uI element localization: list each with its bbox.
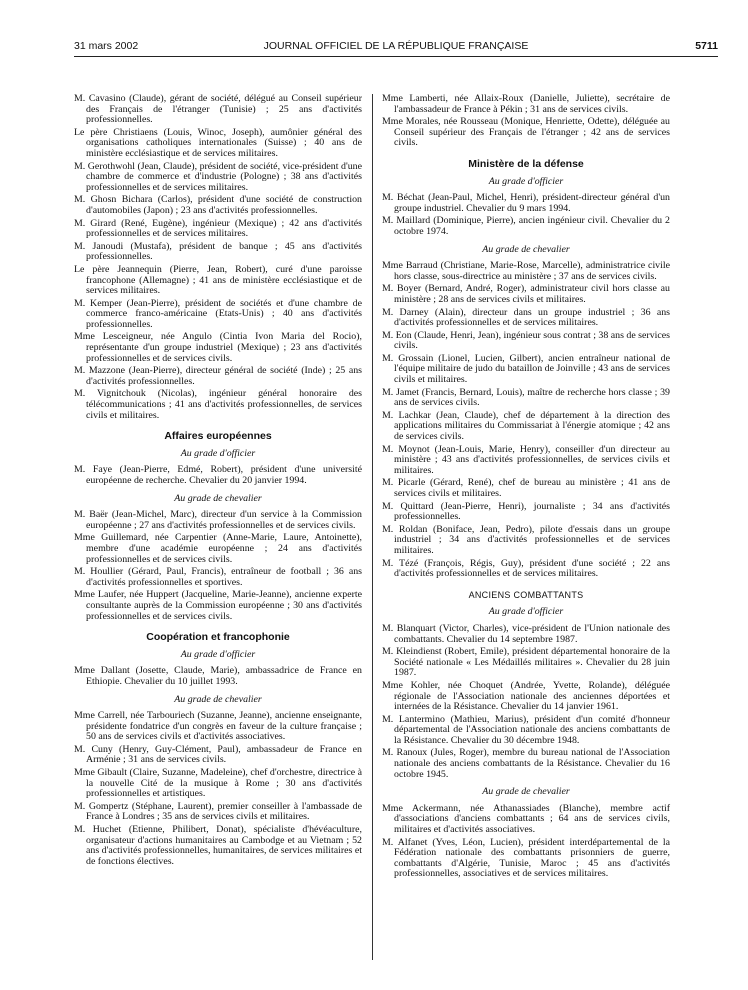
list-item: Mme Barraud (Christiane, Marie-Rose, Marcelle), administratrice civile hors classe, sous-directrice au ministère ; 37 ans de services civils. <box>382 260 670 282</box>
section-heading: Affaires européennes <box>164 430 272 443</box>
list-item: M. Mazzone (Jean-Pierre), directeur général de société (Inde) ; 25 ans d'activités professionnelles. <box>74 365 362 387</box>
list-item: Mme Guillemard, née Carpentier (Anne-Marie, Laure, Antoinette), membre d'une académie européenne ; 24 ans d'activités professionnelles et de services civils. <box>74 532 362 565</box>
list-item: Mme Carrell, née Tarbouriech (Suzanne, Jeanne), ancienne enseignante, présidente fondatrice d'un congrès en faveur de la culture française ; 50 ans de services civils et d'activités associatives. <box>74 710 362 743</box>
list-item: M. Girard (René, Eugène), ingénieur (Mexique) ; 42 ans d'activités professionnelles et de services militaires. <box>74 217 362 240</box>
list-item: M. Lantermino (Mathieu, Marius), président d'un comité d'honneur départemental de l'Association nationale des anciens combattants de la Résistance. Chevalier du 30 décembre 1948. <box>382 713 670 746</box>
list-item: M. Faye (Jean-Pierre, Edmé, Robert), président d'une université européenne de recherche. Chevalier du 20 janvier 1994. <box>74 464 362 486</box>
list-item: M. Kleindienst (Robert, Emile), président départemental honoraire de la Société nationale « Les Médaillés militaires ». Chevalier du 28 juin 1987. <box>382 646 670 679</box>
list-item: Mme Ackermann, née Athanassiades (Blanche), membre actif d'associations d'anciens combattants ; 64 ans de services civils, militaires et d'activités associatives. <box>382 802 670 836</box>
list-item: Mme Kohler, née Choquet (Andrée, Yvette, Rolande), déléguée régionale de l'Association nationale des anciennes déportées et internées de la Résistance. Chevalier du 14 janvier 1961. <box>382 679 670 713</box>
list-item: M. Quittard (Jean-Pierre, Henri), journaliste ; 34 ans d'activités professionnelles. <box>382 500 670 523</box>
list-item: M. Gerothwohl (Jean, Claude), président de société, vice-président d'une chambre de commerce et d'industrie (Pologne) ; 38 ans d'activités professionnelles et de services militaires. <box>74 160 362 193</box>
grade-heading: Au grade d'officier <box>488 175 564 187</box>
list-item: M. Maillard (Dominique, Pierre), ancien ingénieur civil. Chevalier du 2 octobre 1974. <box>382 215 670 237</box>
list-item: M. Huchet (Etienne, Philibert, Donat), spécialiste d'hévéaculture, organisateur d'actions humanitaires au Cambodge et au Vietnam ; 52 ans d'activités professionnelles, humanitaires, de services militaires et de fonctions électives. <box>74 824 362 867</box>
list-item: M. Lachkar (Jean, Claude), chef de département à la direction des applications militaires du Commissariat à l'énergie atomique ; 42 ans de services civils. <box>382 409 670 443</box>
list-item: M. Boyer (Bernard, André, Roger), administrateur civil hors classe au ministère ; 28 ans de services civils et militaires. <box>382 283 670 305</box>
right-column <box>382 94 670 882</box>
list-item: M. Grossain (Lionel, Lucien, Gilbert), ancien entraîneur national de l'équipe militaire de judo du bataillon de Joinville ; 43 ans de services civils et militaires. <box>382 352 670 386</box>
list-item: M. Alfanet (Yves, Léon, Lucien), président interdépartemental de la Fédération nationale des combattants prisonniers de guerre, combattants d'Algérie, Tunisie, Maroc ; 45 ans d'activités professionnelles, associatives et de services militaires. <box>382 836 670 880</box>
header-page-number: 5711 <box>695 40 718 52</box>
left-column <box>74 94 362 869</box>
list-item: M. Gompertz (Stéphane, Laurent), premier conseiller à l'ambassade de France à Londres ; 35 ans de services civils et militaires. <box>74 800 362 823</box>
list-item: M. Moynot (Jean-Louis, Marie, Henry), conseiller d'un directeur au ministère ; 43 ans d'activités professionnelles, de services civils et militaires. <box>382 443 670 476</box>
list-item: Mme Lesceigneur, née Angulo (Cintia Ivon Maria del Rocio), représentante d'un groupe industriel (Mexique) ; 23 ans d'activités professionnelles et de services civils. <box>74 331 362 364</box>
section-heading: ANCIENS COMBATTANTS <box>468 589 584 600</box>
list-item: M. Kemper (Jean-Pierre), président de sociétés et d'une chambre de commerce franco-américaine (Etats-Unis) ; 40 ans d'activités professionnelles. <box>74 297 362 330</box>
list-item: Mme Morales, née Rousseau (Monique, Henriette, Odette), déléguée au Conseil supérieur des Français de l'étranger ; 42 ans de services civils. <box>382 116 670 149</box>
list-item: Mme Dallant (Josette, Claude, Marie), ambassadrice de France en Ethiopie. Chevalier du 10 juillet 1993. <box>74 665 362 687</box>
grade-heading: Au grade d'officier <box>180 648 256 660</box>
list-item: M. Cavasino (Claude), gérant de société, délégué au Conseil supérieur des Français de l'étranger (Tunisie) ; 25 ans d'activités professionnelles. <box>74 93 362 126</box>
list-item: M. Baër (Jean-Michel, Marc), directeur d'un service à la Commission européenne ; 27 ans d'activités professionnelles et de services civils. <box>74 509 362 531</box>
list-item: M. Houllier (Gérard, Paul, Francis), entraîneur de football ; 36 ans d'activités professionnelles et sportives. <box>74 566 362 588</box>
section-heading: Ministère de la défense <box>468 157 584 170</box>
list-item: M. Eon (Claude, Henri, Jean), ingénieur sous contrat ; 38 ans de services civils. <box>382 329 670 352</box>
list-item: M. Cuny (Henry, Guy-Clément, Paul), ambassadeur de France en Arménie ; 31 ans de services civils. <box>74 743 362 766</box>
list-item: M. Ranoux (Jules, Roger), membre du bureau national de l'Association nationale des anciens combattants de la Résistance. Chevalier du 16 octobre 1945. <box>382 747 670 780</box>
list-item: Mme Laufer, née Huppert (Jacqueline, Marie-Jeanne), ancienne experte consultante auprès de la Commission européenne ; 30 ans d'activités professionnelles et de services civils. <box>74 589 362 622</box>
list-item: M. Blanquart (Victor, Charles), vice-président de l'Union nationale des combattants. Chevalier du 14 septembre 1987. <box>382 622 670 645</box>
page-header <box>74 40 718 56</box>
grade-heading: Au grade de chevalier <box>482 786 570 798</box>
header-rule <box>74 56 718 57</box>
grade-heading: Au grade de chevalier <box>482 243 570 255</box>
list-item: M. Roldan (Boniface, Jean, Pedro), pilote d'essais dans un groupe industriel ; 34 ans d'activités professionnelles et de services militaires. <box>382 523 670 556</box>
grade-heading: Au grade de chevalier <box>174 693 262 705</box>
list-item: M. Tézé (François, Régis, Guy), président d'une société ; 22 ans d'activités professionnelles et de services militaires. <box>382 557 670 580</box>
list-item: M. Vignitchouk (Nicolas), ingénieur général honoraire des télécommunications ; 41 ans d'activités professionnelles, de services civils et militaires. <box>74 388 362 421</box>
grade-heading: Au grade d'officier <box>180 447 256 459</box>
list-item: M. Ghosn Bichara (Carlos), président d'une société de construction d'automobiles (Japon) ; 23 ans d'activités professionnelles. <box>74 194 362 216</box>
list-item: Mme Lamberti, née Allaix-Roux (Danielle, Juliette), secrétaire de l'ambassadeur de France à Pékin ; 31 ans de services civils. <box>382 93 670 115</box>
list-item: M. Janoudi (Mustafa), président de banque ; 45 ans d'activités professionnelles. <box>74 240 362 263</box>
grade-heading: Au grade d'officier <box>488 606 564 618</box>
list-item: M. Picarle (Gérard, René), chef de bureau au ministère ; 41 ans de services civils et militaires. <box>382 477 670 499</box>
column-separator <box>372 94 373 960</box>
header-title: JOURNAL OFFICIEL DE LA RÉPUBLIQUE FRANÇAISE <box>263 40 529 52</box>
grade-heading: Au grade de chevalier <box>174 492 262 504</box>
header-date: 31 mars 2002 <box>74 40 139 52</box>
section-heading: Coopération et francophonie <box>146 631 290 644</box>
list-item: Mme Gibault (Claire, Suzanne, Madeleine), chef d'orchestre, directrice à la nouvelle Cité de la musique à Rome ; 30 ans d'activités professionnelles et artistiques. <box>74 767 362 800</box>
list-item: M. Béchat (Jean-Paul, Michel, Henri), président-directeur général d'un groupe industriel. Chevalier du 9 mars 1994. <box>382 192 670 214</box>
list-item: M. Jamet (Francis, Bernard, Louis), maître de recherche hors classe ; 39 ans de services civils. <box>382 386 670 409</box>
list-item: Le père Christiaens (Louis, Winoc, Joseph), aumônier général des organisations catholiques internationales (Suisse) ; 40 ans de ministère ecclésiastique et de services militaires. <box>74 126 362 159</box>
list-item: Le père Jeannequin (Pierre, Jean, Robert), curé d'une paroisse francophone (Allemagne) ; 41 ans de ministère ecclésiastique et de services militaires. <box>74 263 362 297</box>
list-item: M. Darney (Alain), directeur dans un groupe industriel ; 36 ans d'activités professionnelles et de services militaires. <box>382 306 670 329</box>
